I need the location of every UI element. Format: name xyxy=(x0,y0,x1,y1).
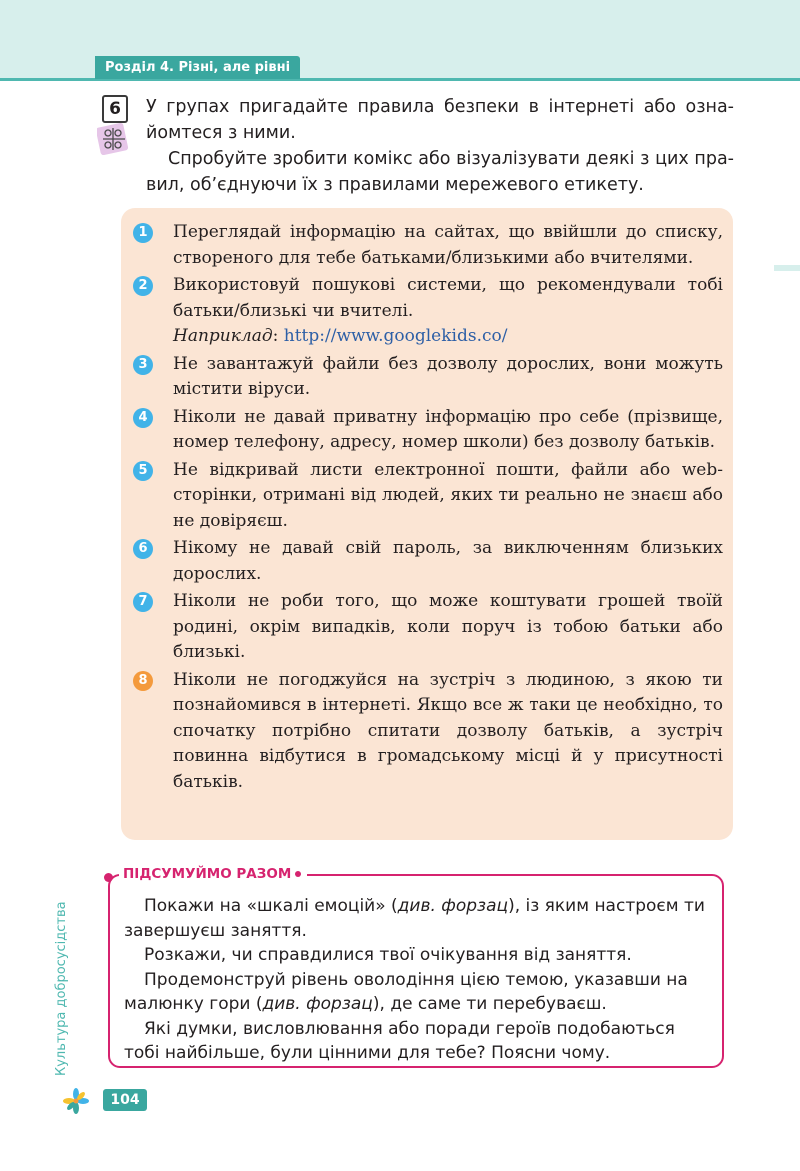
text-run: ), де саме ти перебуваєш. xyxy=(372,994,607,1014)
reference-italic: див. форзац xyxy=(262,994,373,1014)
text-run: Продемонструй рівень оволодіння цією темою, указавши на малюнку гори ( xyxy=(124,969,688,1014)
example-line xyxy=(173,324,723,350)
rule-item xyxy=(133,536,723,587)
summary-heading-text: ПІДСУМУЙМО РАЗОМ xyxy=(123,866,292,882)
summary-text xyxy=(124,894,714,1066)
summary-paragraph xyxy=(124,894,714,943)
rule-number: 4 xyxy=(133,408,153,428)
reference-italic: див. форзац xyxy=(397,896,509,916)
example-link[interactable]: http://www.googlekids.co/ xyxy=(283,326,508,346)
page-number: 104 xyxy=(103,1089,147,1111)
rule-number: 7 xyxy=(133,592,153,612)
rule-item xyxy=(133,458,723,535)
rule-text: Не відкривай листи електронної пошти, файли або web-сторінки, отримані від людей, яких ти реально не знаєш або не довіряєш. xyxy=(173,459,723,531)
section-title: Розділ 4. Різні, але рівні xyxy=(95,56,300,79)
rule-text: Не завантажуй файли без дозволу дорослих, вони можуть містити віруси. xyxy=(173,353,723,399)
rule-text: Ніколи не погоджуйся на зустріч з людиною, з якою ти познайомився в інтернеті. Якщо все ж таки це необхідно, то спочатку потрібно спитати дозволу батьків, а зустріч повинна відбутися в громадському місці й у присутності батьків. xyxy=(173,669,723,792)
example-separator: : xyxy=(272,326,284,346)
rule-text: Ніколи не давай приватну інформацію про себе (прізвище, номер телефону, адресу, номер школи) без дозволу батьків. xyxy=(173,406,723,452)
summary-paragraph: Які думки, висловлювання або поради героїв подобаються тобі найбільше, були цінними для тебе? Поясни чому. xyxy=(124,1018,675,1063)
summary-bullet-icon xyxy=(104,873,113,882)
side-label: Культура добросусідства xyxy=(54,901,69,1076)
rule-number: 8 xyxy=(133,671,153,691)
task-text xyxy=(146,94,734,198)
rule-text: Використовуй пошукові системи, що рекомендували тобі батьки/близькі чи вчителі. xyxy=(173,275,723,321)
text-run: ), із яким настроєм ти завершуєш заняття. xyxy=(124,896,705,941)
rule-item xyxy=(133,220,723,271)
rule-item xyxy=(133,668,723,796)
rule-item xyxy=(133,352,723,403)
task-number: 6 xyxy=(102,95,128,123)
rule-item xyxy=(133,589,723,666)
rule-text: Нікому не давай свій пароль, за виключенням близьких дорослих. xyxy=(173,538,723,584)
example-label: Наприклад xyxy=(173,326,273,346)
rule-number: 5 xyxy=(133,461,153,481)
rule-text: Переглядай інформацію на сайтах, що ввійшли до списку, створеного для тебе батьками/близькими або вчителями. xyxy=(173,222,723,268)
rules-box xyxy=(121,208,733,840)
rule-number: 6 xyxy=(133,539,153,559)
margin-marker xyxy=(774,265,800,271)
task-paragraph: У групах пригадайте правила безпеки в інтернеті або ознайомтеся з ними. xyxy=(146,97,734,143)
rule-number: 1 xyxy=(133,223,153,243)
flower-icon xyxy=(63,1088,89,1114)
task-paragraph: Спробуйте зробити комікс або візуалізувати деякі з цих правил, об’єднуючи їх з правилами мережевого етикету. xyxy=(146,149,734,195)
rule-item xyxy=(133,273,723,350)
rule-number: 3 xyxy=(133,355,153,375)
summary-paragraph: Розкажи, чи справдилися твої очікування від заняття. xyxy=(144,945,632,965)
rule-text: Ніколи не роби того, що може коштувати грошей твоїй родині, окрім випадків, коли поруч із тобою батьки або близькі. xyxy=(173,591,723,662)
rule-number: 2 xyxy=(133,276,153,296)
group-work-icon xyxy=(97,122,131,156)
heading-dot-icon xyxy=(295,871,301,877)
rule-item xyxy=(133,405,723,456)
summary-paragraph xyxy=(124,968,714,1017)
text-run: Покажи на «шкалі емоцій» ( xyxy=(144,896,398,916)
rules-list xyxy=(121,208,733,795)
summary-heading xyxy=(119,864,307,884)
